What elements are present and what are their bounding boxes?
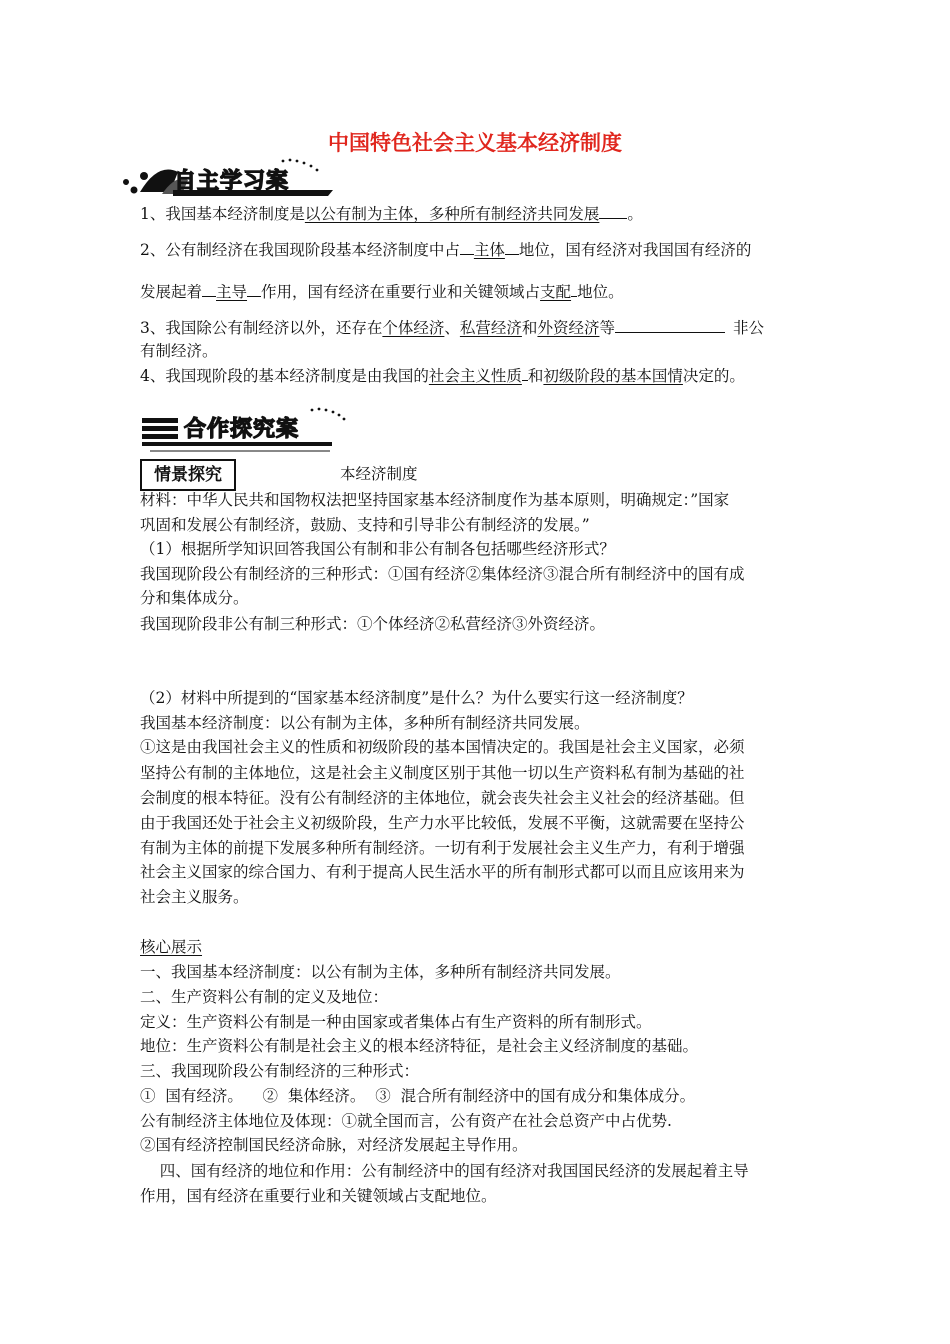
q2-answer3: 支配 xyxy=(540,283,572,301)
q2-text1: 2、公有制经济在我国现阶段基本经济制度中占 xyxy=(140,241,460,259)
coop-a2-line6: 有制为主体的前提下发展多种所有制经济。一切有利于发展社会主义生产力，有利于增强 xyxy=(140,839,745,857)
coop-a2-line3: 坚持公有制的主体地位，这是社会主义制度区别于其他一切以生产资料私有制为基础的社 xyxy=(140,764,745,782)
banner-self-study xyxy=(118,152,338,202)
q1-blank-tail xyxy=(599,204,627,219)
coop-a2-line5: 由于我国还处于社会主义初级阶段，生产力水平比较低，发展不平衡，这就需要在坚持公 xyxy=(140,814,745,832)
q3-blank xyxy=(615,318,725,333)
q3-text: 3、我国除公有制经济以外，还存在 xyxy=(140,319,383,337)
banner-cooperative xyxy=(140,402,360,458)
q2-text3: 发展起着 xyxy=(140,283,203,301)
core-line7: 公有制经济主体地位及体现：①就全国而言，公有资产在社会总资产中占优势. xyxy=(140,1112,672,1130)
q3-post: 等 xyxy=(599,319,615,337)
q3-tail: 非公 xyxy=(732,319,764,337)
coop-q1: （1）根据所学知识回答我国公有制和非公有制各包括哪些经济形式？ xyxy=(140,540,615,558)
q3-answer1: 个体经济 xyxy=(382,319,445,337)
core-heading-text: 核心展示 xyxy=(140,938,203,956)
core-line3: 定义：生产资料公有制是一种由国家或者集体占有生产资料的所有制形式。 xyxy=(140,1013,652,1031)
q2-line2 xyxy=(140,282,624,302)
core-line5: 三、我国现阶段公有制经济的三种形式： xyxy=(140,1062,420,1080)
banner-self-study-label: 自主学习案 xyxy=(174,169,290,194)
q4-end: 决定的。 xyxy=(682,367,745,385)
scene-label-box: 情景探究 xyxy=(140,459,236,491)
q2-answer1: 主体 xyxy=(473,241,505,259)
coop-a2-line2: ①这是由我国社会主义的性质和初级阶段的基本国情决定的。我国是社会主义国家，必须 xyxy=(140,738,745,756)
q4-line xyxy=(140,366,745,386)
q2-answer2: 主导 xyxy=(216,283,248,301)
q4-text: 4、我国现阶段的基本经济制度是由我国的 xyxy=(140,367,429,385)
q2-blank xyxy=(505,240,519,255)
material-line1: 材料：中华人民共和国物权法把坚持国家基本经济制度作为基本原则，明确规定：”国家 xyxy=(140,491,730,509)
q2-blank xyxy=(460,240,474,255)
q2-blank xyxy=(247,282,261,297)
q1-end: 。 xyxy=(627,205,643,223)
q3-sep: 和 xyxy=(521,319,538,337)
q1-text: 1、我国基本经济制度是 xyxy=(140,205,305,223)
coop-a2-line7: 社会主义国家的综合国力、有利于提高人民生活水平的所有制形式都可以而且应该用来为 xyxy=(140,863,745,881)
core-heading xyxy=(140,937,202,957)
coop-a1-line1: 我国现阶段公有制经济的三种形式：①国有经济②集体经济③混合所有制经济中的国有成 xyxy=(140,565,745,583)
q3-line1 xyxy=(140,318,764,338)
coop-a2-line1: 我国基本经济制度：以公有制为主体，多种所有制经济共同发展。 xyxy=(140,714,590,732)
core-line2: 二、生产资料公有制的定义及地位： xyxy=(140,988,389,1006)
scene-title-tail: 本经济制度 xyxy=(340,465,418,483)
q4-answer1: 社会主义性质 xyxy=(428,367,522,385)
q3-answer2: 私营经济 xyxy=(459,319,522,337)
core-line10: 作用，国有经济在重要行业和关键领域占支配地位。 xyxy=(140,1187,497,1205)
core-line4: 地位：生产资料公有制是社会主义的根本经济特征，是社会主义经济制度的基础。 xyxy=(140,1037,699,1055)
core-line1: 一、我国基本经济制度：以公有制为主体，多种所有制经济共同发展。 xyxy=(140,963,621,981)
material-line2: 巩固和发展公有制经济，鼓励、支持和引导非公有制经济的发展。” xyxy=(140,516,590,534)
q1-line xyxy=(140,204,643,224)
q2-text4: 作用，国有经济在重要行业和关键领域占 xyxy=(261,283,541,301)
q3-sep: 、 xyxy=(444,319,460,337)
core-line9: 四、国有经济的地位和作用：公有制经济中的国有经济对我国国民经济的发展起着主导 xyxy=(140,1162,749,1180)
q2-text2: 地位，国有经济对我国国有经济的 xyxy=(518,241,752,259)
coop-a2-line4: 会制度的根本特征。没有公有制经济的主体地位，就会丧失社会主义社会的经济基础。但 xyxy=(140,789,745,807)
q3-answer3: 外资经济 xyxy=(537,319,600,337)
q4-answer2: 初级阶段的基本国情 xyxy=(543,367,683,385)
coop-a2-line8: 社会主义服务。 xyxy=(140,888,249,906)
banner-cooperative-label: 合作探究案 xyxy=(184,417,300,442)
q3-line2: 有制经济。 xyxy=(140,342,218,360)
coop-a1-line3: 我国现阶段非公有制三种形式：①个体经济②私营经济③外资经济。 xyxy=(140,615,606,633)
coop-q2: （2）材料中所提到的“国家基本经济制度”是什么？为什么要实行这一经济制度？ xyxy=(140,689,693,707)
q2-line1 xyxy=(140,240,751,260)
q1-answer: 以公有制为主体，多种所有制经济共同发展 xyxy=(304,205,600,223)
q2-blank xyxy=(202,282,216,297)
core-line6: ① 国有经济。 ② 集体经济。 ③ 混合所有制经济中的国有成分和集体成分。 xyxy=(140,1087,696,1105)
q4-mid: 和 xyxy=(527,367,544,385)
q2-text5: 地位。 xyxy=(577,283,624,301)
coop-a1-line2: 分和集体成分。 xyxy=(140,589,249,607)
core-line8: ②国有经济控制国民经济命脉，对经济发展起主导作用。 xyxy=(140,1136,528,1154)
page-title: 中国特色社会主义基本经济制度 xyxy=(328,131,622,155)
